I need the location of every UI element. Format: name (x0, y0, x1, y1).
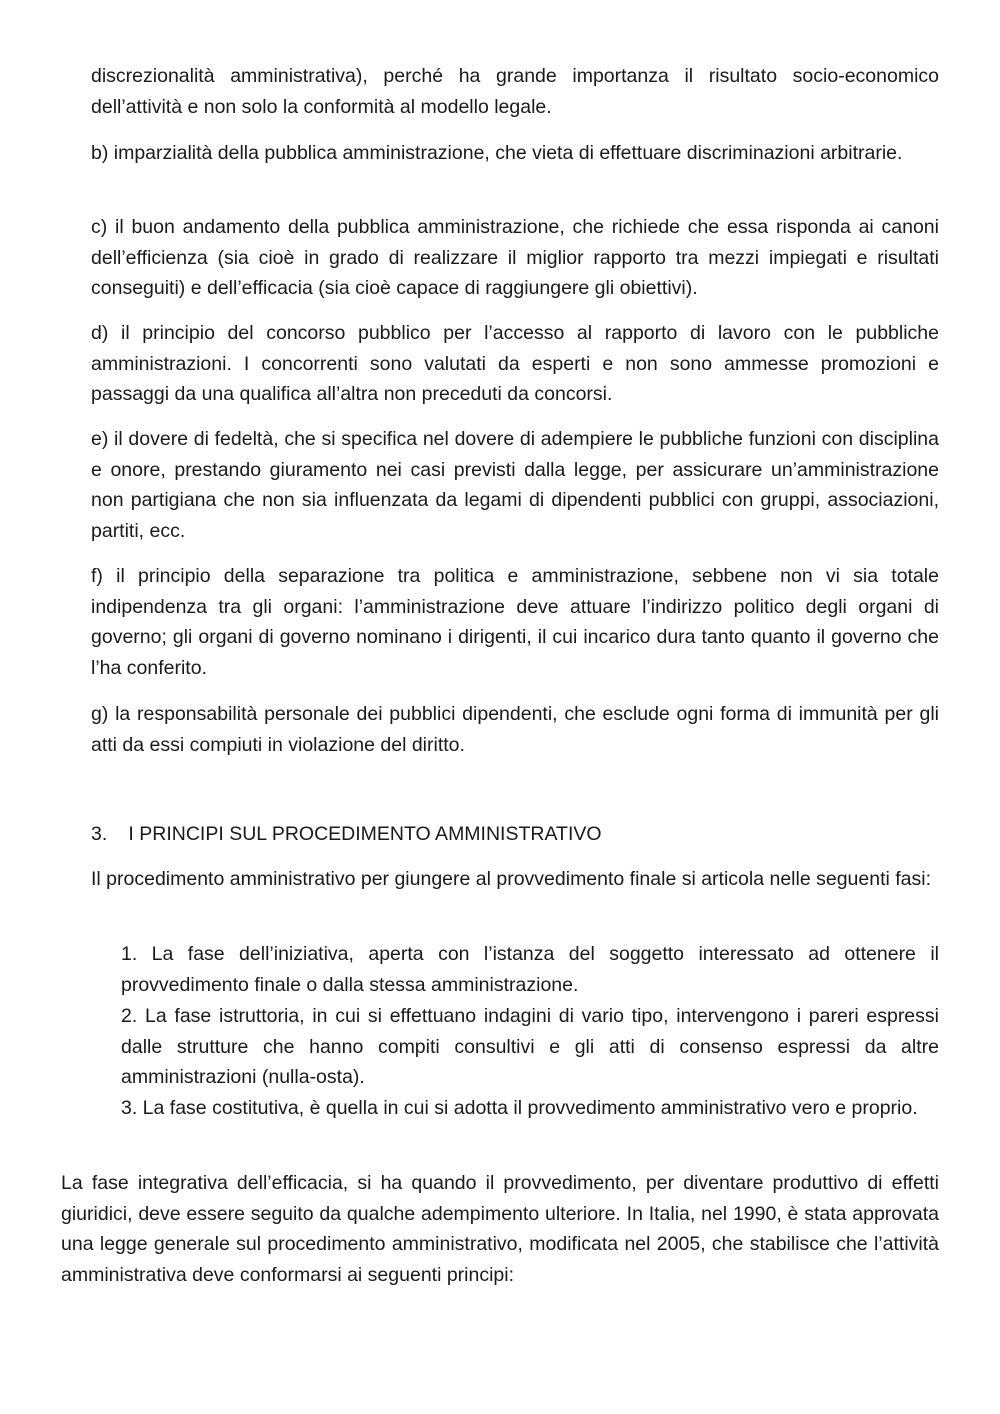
list-item-e: e) il dovere di fedeltà, che si specifica nel dovere di adempiere le pubbliche funzioni con disciplina e onore, prestando giuramento nei casi previsti dalla legge, per assicurare un’amministrazione non partigiana che non sia influenzata da legami di dipendenti pubblici con gruppi, associazioni, partiti, ecc. (91, 428, 939, 542)
section-number: 3. (91, 823, 108, 845)
phase-item: 3. La fase costitutiva, è quella in cui si adotta il provvedimento amministrativo vero e proprio. (121, 1097, 918, 1119)
list-item-f: f) il principio della separazione tra politica e amministrazione, sebbene non vi sia totale indipendenza tra gli organi: l’amministrazione deve attuare l’indirizzo politico degli organi di governo; gli organi di governo nominano i dirigenti, il cui incarico dura tanto quanto il governo che l’ha conferito. (91, 565, 939, 679)
list-item-b: b) imparzialità della pubblica amministrazione, che vieta di effettuare discriminazioni arbitrarie. (91, 142, 903, 164)
list-item-g: g) la responsabilità personale dei pubblici dipendenti, che esclude ogni forma di immunità per gli atti da essi compiuti in violazione del diritto. (91, 703, 939, 756)
closing-paragraph: La fase integrativa dell’efficacia, si ha quando il provvedimento, per diventare produttivo di effetti giuridici, deve essere seguito da qualche adempimento ulteriore. In Italia, nel 1990, è stata approvata una legge generale sul procedimento amministrativo, modificata nel 2005, che stabilisce che l’attività amministrativa deve conformarsi ai seguenti principi: (61, 1172, 939, 1286)
phase-item: 1. La fase dell’iniziativa, aperta con l’istanza del soggetto interessato ad ottenere il provvedimento finale o dalla stessa amministrazione. (121, 943, 939, 996)
paragraph-continuation: discrezionalità amministrativa), perché ha grande importanza il risultato socio-economico dell’attività e non solo la conformità al modello legale. (91, 65, 939, 118)
section-heading (91, 819, 939, 850)
section-intro: Il procedimento amministrativo per giungere al provvedimento finale si articola nelle seguenti fasi: (91, 868, 932, 890)
list-item-d: d) il principio del concorso pubblico per l’accesso al rapporto di lavoro con le pubbliche amministrazioni. I concorrenti sono valutati da esperti e non sono ammesse promozioni e passaggi da una qualifica all’altra non preceduti da concorsi. (91, 322, 939, 405)
section-title: I PRINCIPI SUL PROCEDIMENTO AMMINISTRATIVO (128, 823, 602, 845)
list-item-c: c) il buon andamento della pubblica amministrazione, che richiede che essa risponda ai canoni dell’efficienza (sia cioè in grado di realizzare il miglior rapporto tra mezzi impiegati e risultati conseguiti) e dell’efficacia (sia cioè capace di raggiungere gli obiettivi). (91, 216, 939, 299)
phase-item: 2. La fase istruttoria, in cui si effettuano indagini di vario tipo, intervengono i pareri espressi dalle strutture che hanno compiti consultivi e gli atti di consenso espressi da altre amministrazioni (nulla-osta). (121, 1005, 939, 1088)
